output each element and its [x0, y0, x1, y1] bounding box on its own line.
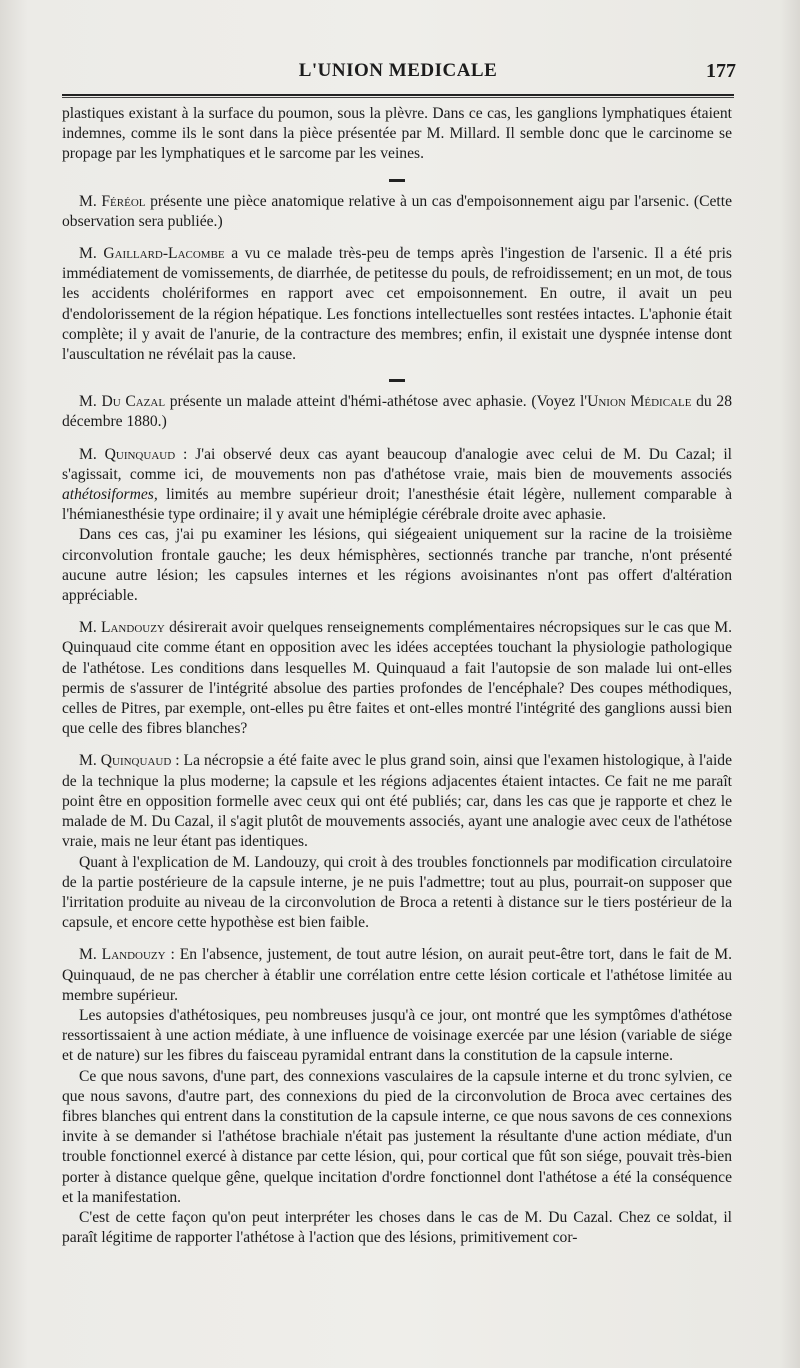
paragraph-landouzy-3: Les autopsies d'athétosiques, peu nombreuses jusqu'à ce jour, ont montré que les symptômes d'athétose ressortissaient à une action médiate, à une influence de voisinage exercée par une lésion (variable de siége et de nature) sur les fibres du faisceau pyramidal entrant dans la constitution de la capsule interne. [62, 1006, 732, 1065]
header-rule [62, 94, 734, 96]
article-body [62, 104, 732, 1248]
speaker-name: M. Du Cazal [79, 393, 166, 411]
journal-name: Union Médicale [587, 393, 692, 411]
paragraph-landouzy-4: Ce que nous savons, d'une part, des connexions vasculaires de la capsule interne et du tronc sylvien, ce que nous savons, d'autre part, des connexions du pied de la circonvolution de Broca avec certaines des fibres blanches qui entrent dans la constitution de la capsule interne, ce que nous savons de ces connexions invite à se demander si l'athétose brachiale n'était pas justement la résultante d'une action médiate, d'un trouble fonctionnel exercé à distance par cette lésion, qui, pour cortical que fût son siége, pouvait très-bien porter à distance quelque gêne, quelque incitation d'ordre fonctionnel dont l'athétose a été la conséquence et la manifestation. [62, 1067, 732, 1206]
speaker-name: M. Féréol [79, 192, 146, 210]
speaker-name: M. Landouzy [79, 619, 165, 637]
paragraph-quinquaud-3: M. Quinquaud : La nécropsie a été faite avec le plus grand soin, ainsi que l'examen histologique, à l'aide de la technique la plus moderne; la capsule et les régions adjacentes étaient intactes. Ce fait ne me paraît point être en opposition formelle avec ceux qui ont été publiés; car, dans les cas que je rapporte et chez le malade de M. Du Cazal, il s'agit plutôt de mouvements associés, ayant une analogie avec ceux de l'athétose vraie, mais ne leur étant pas identiques. [62, 752, 732, 851]
speaker-name: M. Quinquaud [79, 752, 172, 770]
section-separator [389, 179, 405, 182]
italic-term: athétosiformes, [62, 486, 158, 504]
header-rule-thin [62, 97, 734, 98]
paragraph-landouzy-2: M. Landouzy : En l'absence, justement, de tout autre lésion, on aurait peut-être tort, dans le fait de M. Quinquaud, de ne pas chercher à établir une corrélation entre cette lésion corticale et l'athétose limitée au membre supérieur. [62, 946, 732, 1004]
paragraph-landouzy-1: M. Landouzy désirerait avoir quelques renseignements complémentaires nécropsiques sur le cas que M. Quinquaud cite comme étant en opposition avec les idées acceptées touchant la physiologie pathologique de l'athétose. Les conditions dans lesquelles M. Quinquaud a fait l'autopsie de son malade lui ont-elles permis de s'assurer de l'intégrité absolue des parties profondes de l'encéphale? Des coupes méthodiques, celles de Pitres, par exemple, ont-elles pu être faites et ont-elles montré l'intégrité des ganglions aussi bien que celle des fibres blanches? [62, 619, 732, 738]
speaker-name: M. Quinquaud [79, 445, 176, 463]
paragraph-landouzy-5: C'est de cette façon qu'on peut interpréter les choses dans le cas de M. Du Cazal. Chez ce soldat, il paraît légitime de rapporter l'athétose à l'action que des lésions, primitivement cor- [62, 1208, 732, 1247]
section-separator [389, 379, 405, 382]
speaker-name: M. Landouzy [79, 946, 166, 964]
page-header [60, 60, 736, 88]
paragraph-fereol: M. Féréol présente une pièce anatomique relative à un cas d'empoisonnement aigu par l'arsenic. (Cette observation sera publiée.) [62, 192, 732, 230]
paragraph-1: plastiques existant à la surface du poumon, sous la plèvre. Dans ce cas, les ganglions lymphatiques étaient indemnes, comme ils le sont dans la pièce présentée par M. Millard. Il semble donc que le carcinome se propage par les lymphatiques et le sarcome par les veines. [62, 105, 732, 163]
paragraph-gaillard-lacombe: M. Gaillard-Lacombe a vu ce malade très-peu de temps après l'ingestion de l'arsenic. Il a été pris immédiatement de vomissements, de diarrhée, de petitesse du pouls, de refroidissement; en un mot, de tous les accidents cholériformes en rapport avec cet empoisonnement. En outre, il avait un peu d'endolorissement de la région hépatique. Les fonctions intellectuelles sont restées intactes. L'aphonie était complète; il y avait de l'anurie, de la contracture des membres; enfin, il existait une dyspnée intense dont l'auscultation ne révélait pas la cause. [62, 245, 732, 364]
speaker-name: M. Gaillard-Lacombe [79, 245, 225, 263]
running-title: L'UNION MEDICALE [298, 60, 498, 81]
paragraph-quinquaud-1: M. Quinquaud : J'ai observé deux cas ayant beaucoup d'analogie avec celui de M. Du Cazal; il s'agissait, comme ici, de mouvements non pas d'athétose vraie, mais bien de mouvements associés athétosiformes, limités au membre supérieur droit; l'anesthésie était légère, nullement comparable à l'hémianesthésie type ordinaire; il y avait une hémiplégie cérébrale droite avec aphasie. [62, 445, 732, 524]
paragraph-quinquaud-4: Quant à l'explication de M. Landouzy, qui croit à des troubles fonctionnels par modification circulatoire de la partie postérieure de la capsule interne, je ne puis l'admettre; tout au plus, pourrait-on supposer que l'irritation produite au niveau de la circonvolution de Broca a retenti à distance sur le tiers postérieur de la capsule, et encore cette hypothèse est bien faible. [62, 853, 732, 932]
paragraph-du-cazal: M. Du Cazal présente un malade atteint d'hémi-athétose avec aphasie. (Voyez l'Union Médicale du 28 décembre 1880.) [62, 393, 733, 431]
paragraph-quinquaud-2: Dans ces cas, j'ai pu examiner les lésions, qui siégeaient uniquement sur la racine de la troisième circonvolution frontale gauche; les deux hémisphères, sectionnés tranche par tranche, n'ont présenté aucune autre lésion; les capsules internes et les régions avoisinantes n'ont pas offert d'altération appréciable. [62, 526, 732, 605]
page-number: 177 [706, 60, 736, 82]
